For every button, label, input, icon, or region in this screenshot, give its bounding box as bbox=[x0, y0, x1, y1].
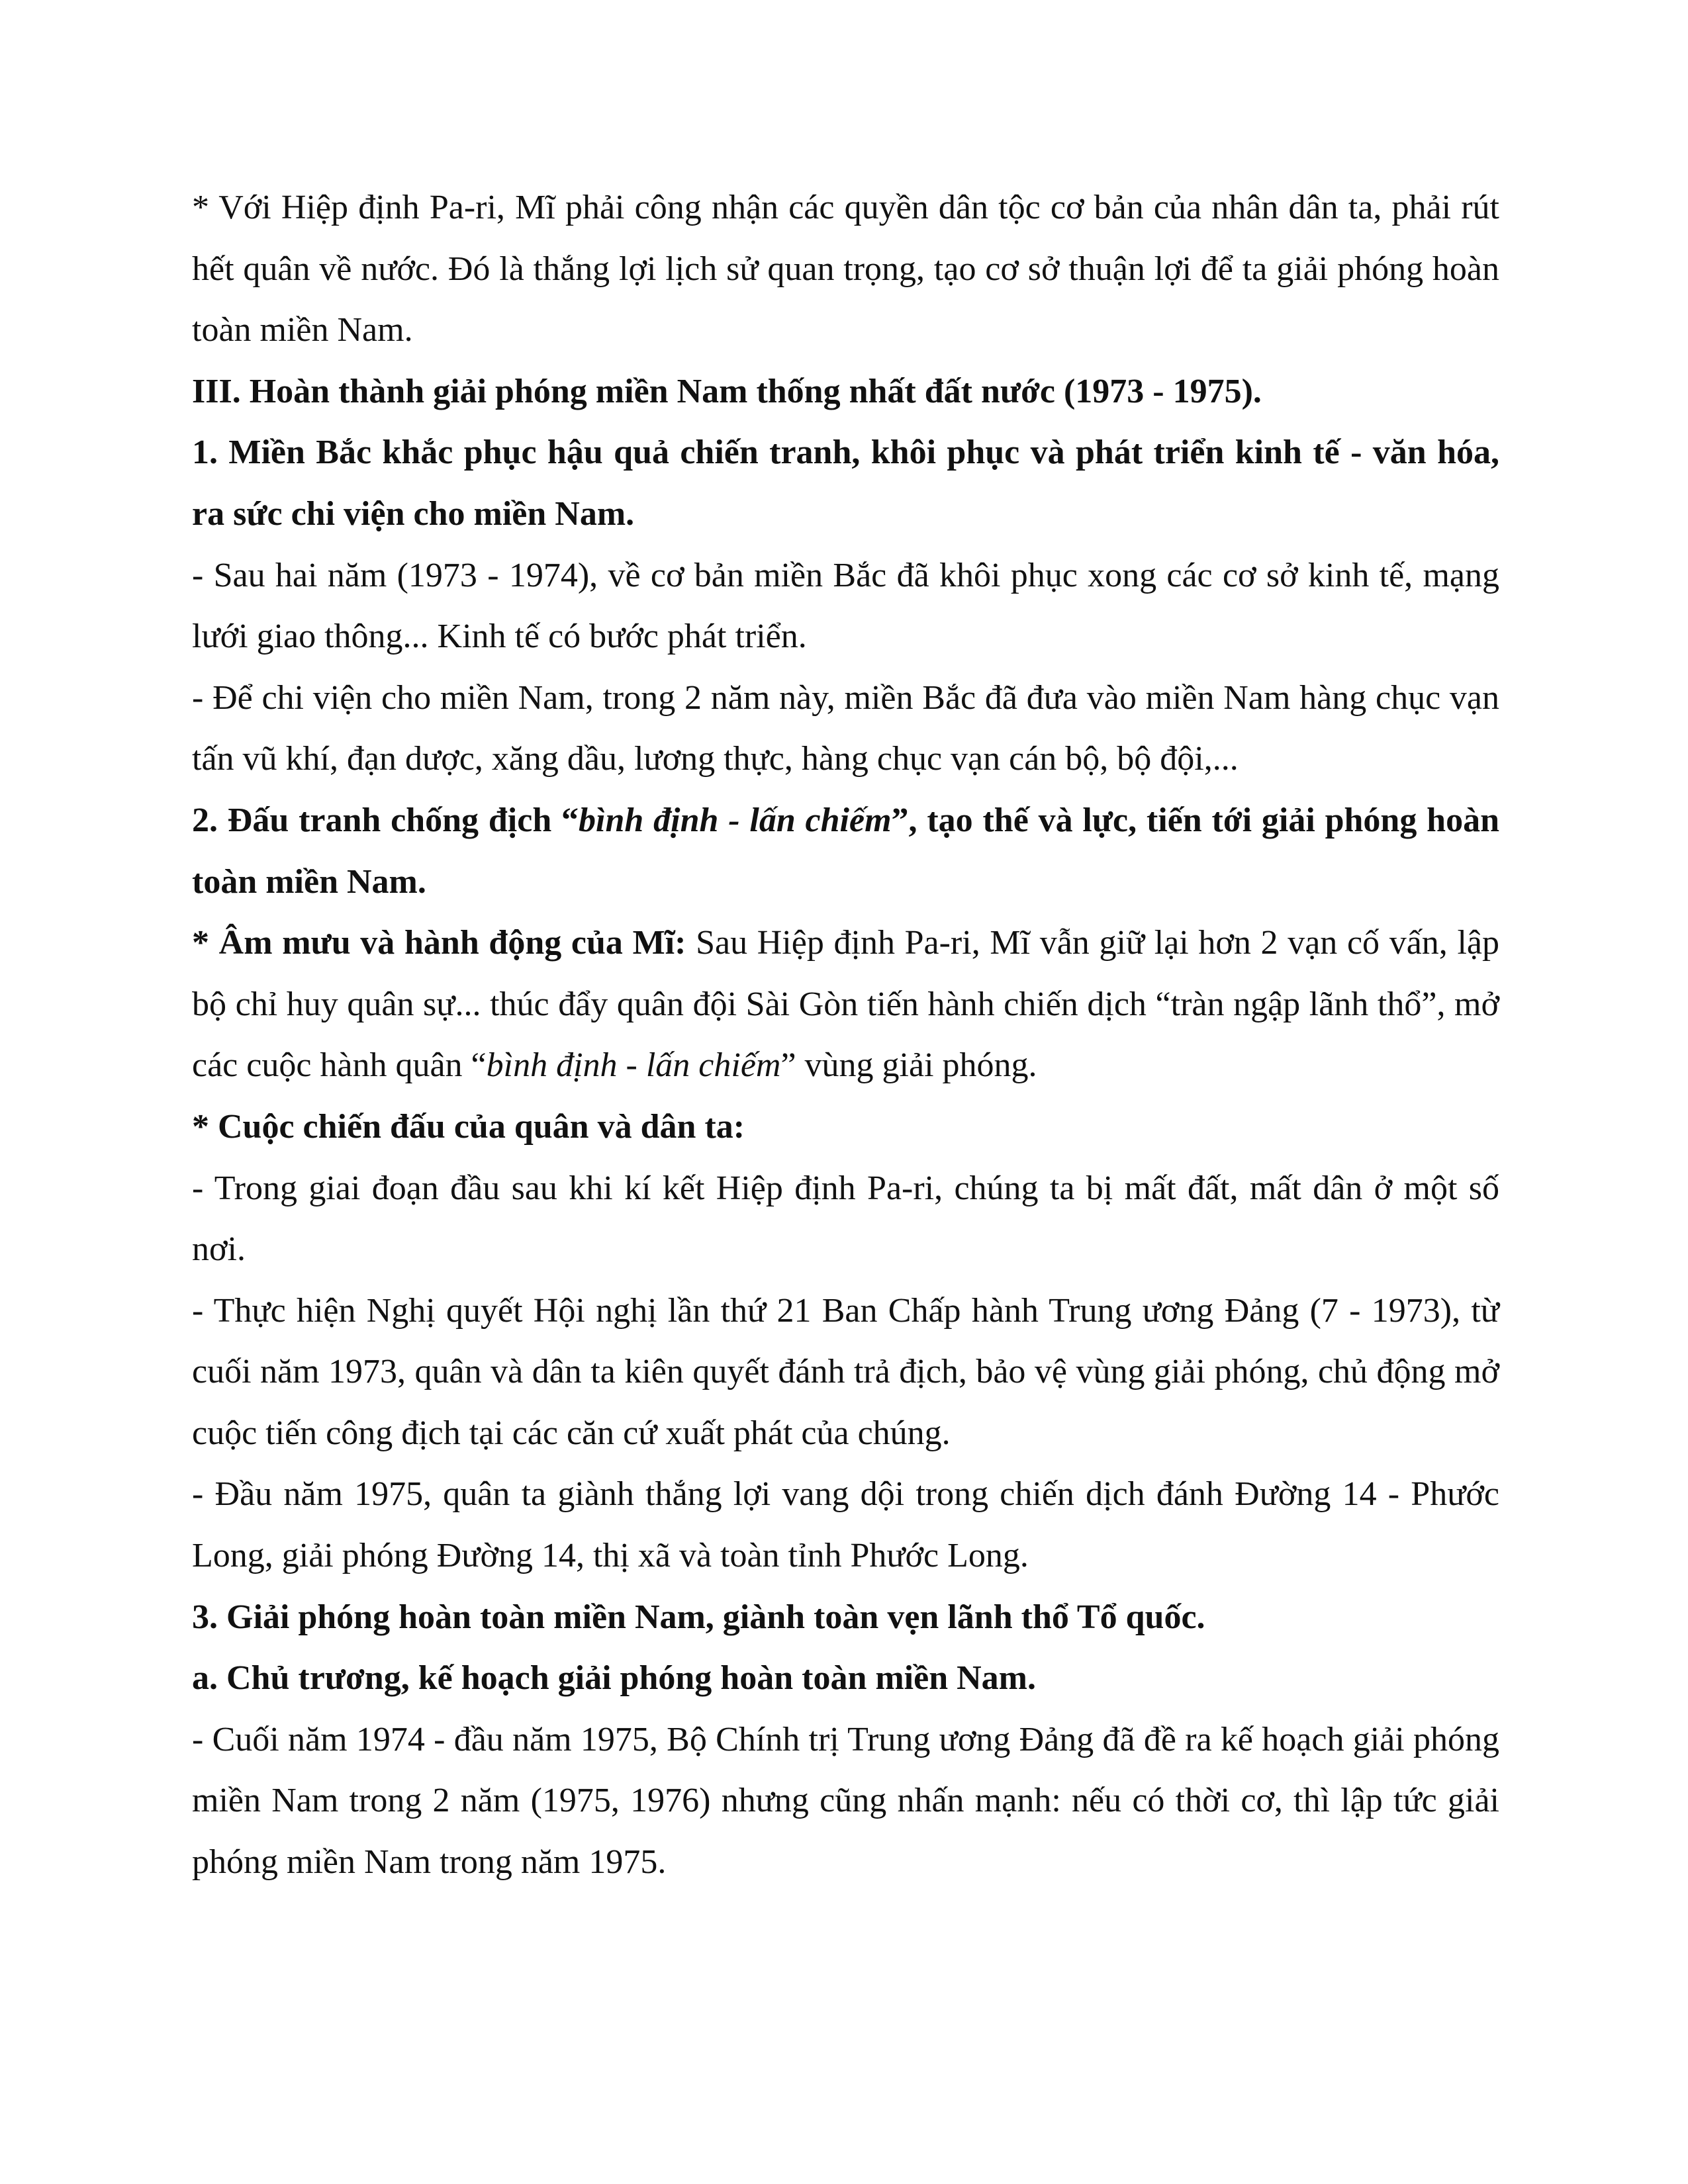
subsection-heading-1: 1. Miền Bắc khắc phục hậu quả chiến tranh, khôi phục và phát triển kinh tế - văn hóa, ra sức chi viện cho miền Nam. bbox=[192, 433, 1499, 533]
heading-2-suffix: ”, tạo thế và lực, tiến tới giải phóng hoàn toàn miền Nam. bbox=[192, 801, 1500, 901]
subheading-our-struggle: * Cuộc chiến đấu của quân và dân ta: bbox=[192, 1107, 745, 1146]
paragraph-north-support: - Để chi viện cho miền Nam, trong 2 năm này, miền Bắc đã đưa vào miền Nam hàng chục vạn tấn vũ khí, đạn dược, xăng dầu, lương thực, hàng chục vạn cán bộ, bộ đội,... bbox=[192, 678, 1499, 778]
us-plans-italic: bình định - lấn chiếm bbox=[486, 1046, 781, 1085]
paragraph-paris-agreement: * Với Hiệp định Pa-ri, Mĩ phải công nhận các quyền dân tộc cơ bản của nhân dân ta, phải rút hết quân về nước. Đó là thắng lợi lịch sử quan trọng, tạo cơ sở thuận lợi để ta giải phóng hoàn toàn miền Nam. bbox=[192, 189, 1499, 349]
paragraph-north-recovery: - Sau hai năm (1973 - 1974), về cơ bản miền Bắc đã khôi phục xong các cơ sở kinh tế, mạng lưới giao thông... Kinh tế có bước phát triển. bbox=[192, 556, 1499, 656]
us-plans-text: Sau Hiệp định Pa-ri, Mĩ vẫn giữ lại hơn 2 vạn cố vấn, lập bộ chỉ huy quân sự... thúc đẩy quân đội Sài Gòn tiến hành chiến dịch “tràn ngập lãnh thổ”, mở các cuộc hành quân “ bbox=[192, 924, 1499, 1085]
paragraph-phuoc-long: - Đầu năm 1975, quân ta giành thắng lợi vang dội trong chiến dịch đánh Đường 14 - Phước Long, giải phóng Đường 14, thị xã và toàn tỉnh Phước Long. bbox=[192, 1475, 1499, 1575]
heading-2-prefix: 2. Đấu tranh chống địch “ bbox=[192, 801, 579, 839]
us-plans-suffix: ” vùng giải phóng. bbox=[780, 1046, 1037, 1085]
paragraph-early-losses: - Trong giai đoạn đầu sau khi kí kết Hiệp định Pa-ri, chúng ta bị mất đất, mất dân ở một số nơi. bbox=[192, 1169, 1499, 1269]
us-plans-lead: * Âm mưu và hành động của Mĩ: bbox=[192, 924, 686, 962]
section-heading-III: III. Hoàn thành giải phóng miền Nam thống nhất đất nước (1973 - 1975). bbox=[192, 372, 1262, 410]
document-page bbox=[192, 177, 1499, 1893]
paragraph-us-plans bbox=[192, 913, 1499, 1097]
paragraph-resolution-21: - Thực hiện Nghị quyết Hội nghị lần thứ 21 Ban Chấp hành Trung ương Đảng (7 - 1973), từ cuối năm 1973, quân và dân ta kiên quyết đánh trả địch, bảo vệ vùng giải phóng, chủ động mở cuộc tiến công địch tại các căn cứ xuất phát của chúng. bbox=[192, 1291, 1499, 1452]
subsection-heading-3: 3. Giải phóng hoàn toàn miền Nam, giành toàn vẹn lãnh thổ Tổ quốc. bbox=[192, 1598, 1205, 1636]
subsection-heading-3a: a. Chủ trương, kế hoạch giải phóng hoàn toàn miền Nam. bbox=[192, 1659, 1036, 1698]
heading-2-italic: bình định - lấn chiếm bbox=[579, 801, 892, 839]
paragraph-liberation-plan: - Cuối năm 1974 - đầu năm 1975, Bộ Chính trị Trung ương Đảng đã đề ra kế hoạch giải phóng miền Nam trong 2 năm (1975, 1976) nhưng cũng nhấn mạnh: nếu có thời cơ, thì lập tức giải phóng miền Nam trong năm 1975. bbox=[192, 1720, 1499, 1882]
subsection-heading-2 bbox=[192, 790, 1499, 913]
